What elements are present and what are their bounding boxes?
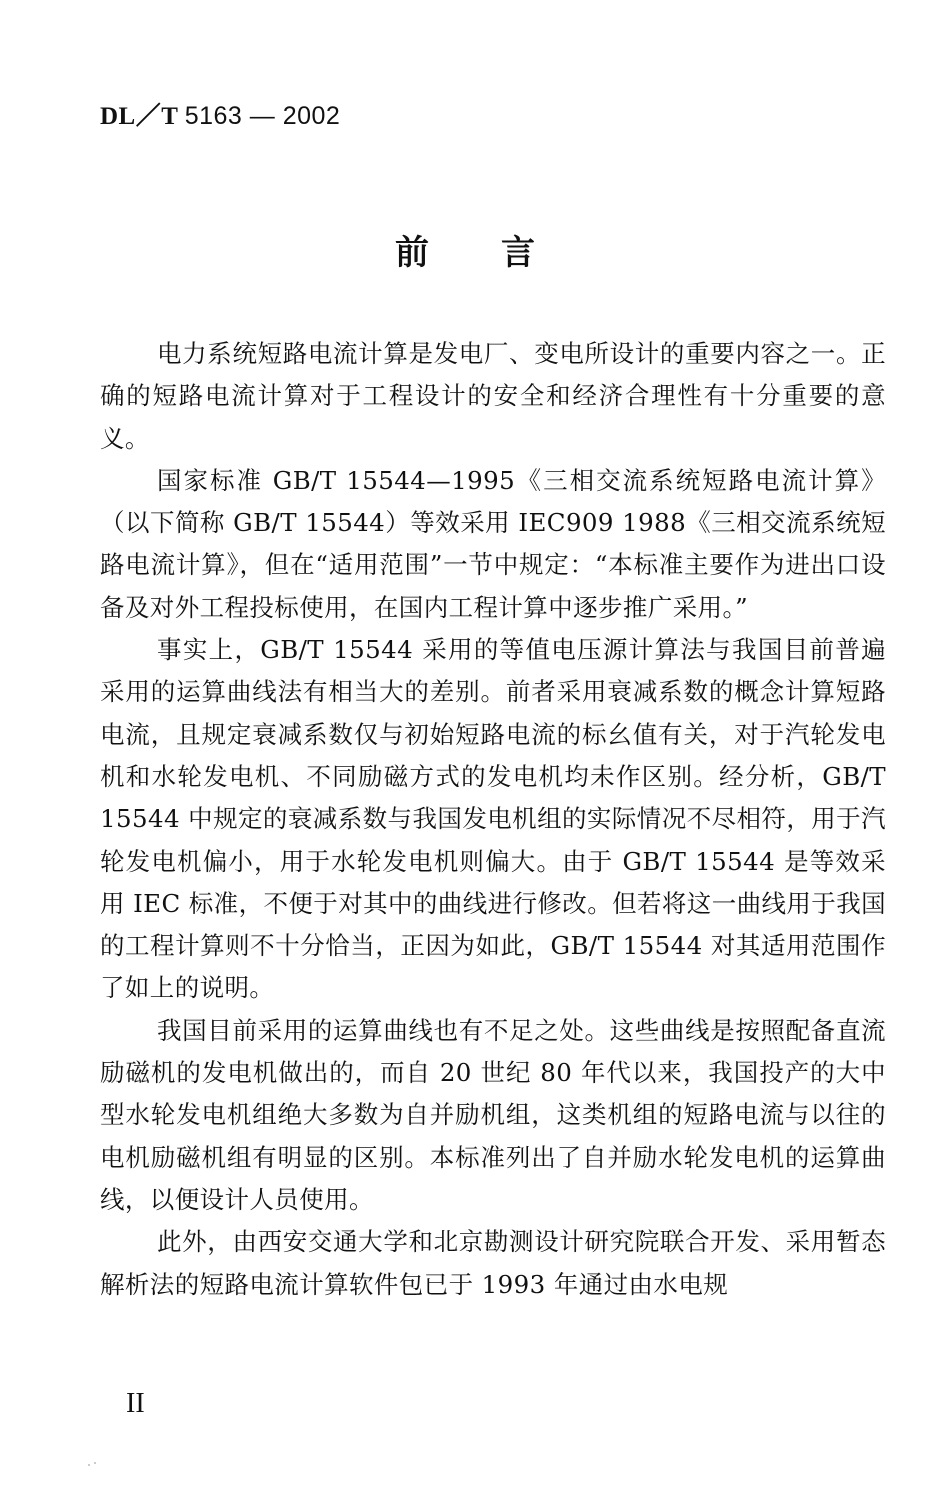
paragraph-2: 国家标准 GB/T 15544—1995《三相交流系统短路电流计算》（以下简称 GB/T 15544）等效采用 IEC909 1988《三相交流系统短路电流计算》，但在“适用范围”一节中规定：“本标准主要作为进出口设备及对外工程投标使用，在国内工程计算中逐步推广采用。” <box>100 465 886 622</box>
paragraph-1: 电力系统短路电流计算是发电厂、变电所设计的重要内容之一。正确的短路电流计算对于工程设计的安全和经济合理性有十分重要的意义。 <box>100 339 886 453</box>
standard-number: 5163 — 2002 <box>184 102 341 130</box>
paragraph-3: 事实上，GB/T 15544 采用的等值电压源计算法与我国目前普遍采用的运算曲线法有相当大的差别。前者采用衰减系数的概念计算短路电流，且规定衰减系数仅与初始短路电流的标幺值有关，对于汽轮发电机和水轮发电机、不同励磁方式的发电机均未作区别。经分析，GB/T 15544 中规定的衰减系数与我国发电机组的实际情况不尽相符，用于汽轮发电机偏小，用于水轮发电机则偏大。由于 GB/T 15544 是等效采用 IEC 标准，不便于对其中的曲线进行修改。但若将这一曲线用于我国的工程计算则不十分恰当，正因为如此，GB/T 15544 对其适用范围作了如上的说明。 <box>100 635 886 1003</box>
paragraph-5: 此外，由西安交通大学和北京勘测设计研究院联合开发、采用暂态解析法的短路电流计算软件包已于 1993 年通过由水电规 <box>100 1227 886 1299</box>
body-text <box>100 333 886 1306</box>
paragraph-4: 我国目前采用的运算曲线也有不足之处。这些曲线是按照配备直流励磁机的发电机做出的，而自 20 世纪 80 年代以来，我国投产的大中型水轮发电机组绝大多数为自并励机组，这类机组的短路电流与以往的电机励磁机组有明显的区别。本标准列出了自并励水轮发电机的运算曲线，以便设计人员使用。 <box>100 1015 886 1214</box>
page-number: II <box>126 1388 145 1419</box>
standard-prefix: DL／T <box>100 103 185 130</box>
scan-specks <box>88 1462 100 1468</box>
page-title: 前言 <box>395 233 607 273</box>
standard-code <box>100 96 340 132</box>
